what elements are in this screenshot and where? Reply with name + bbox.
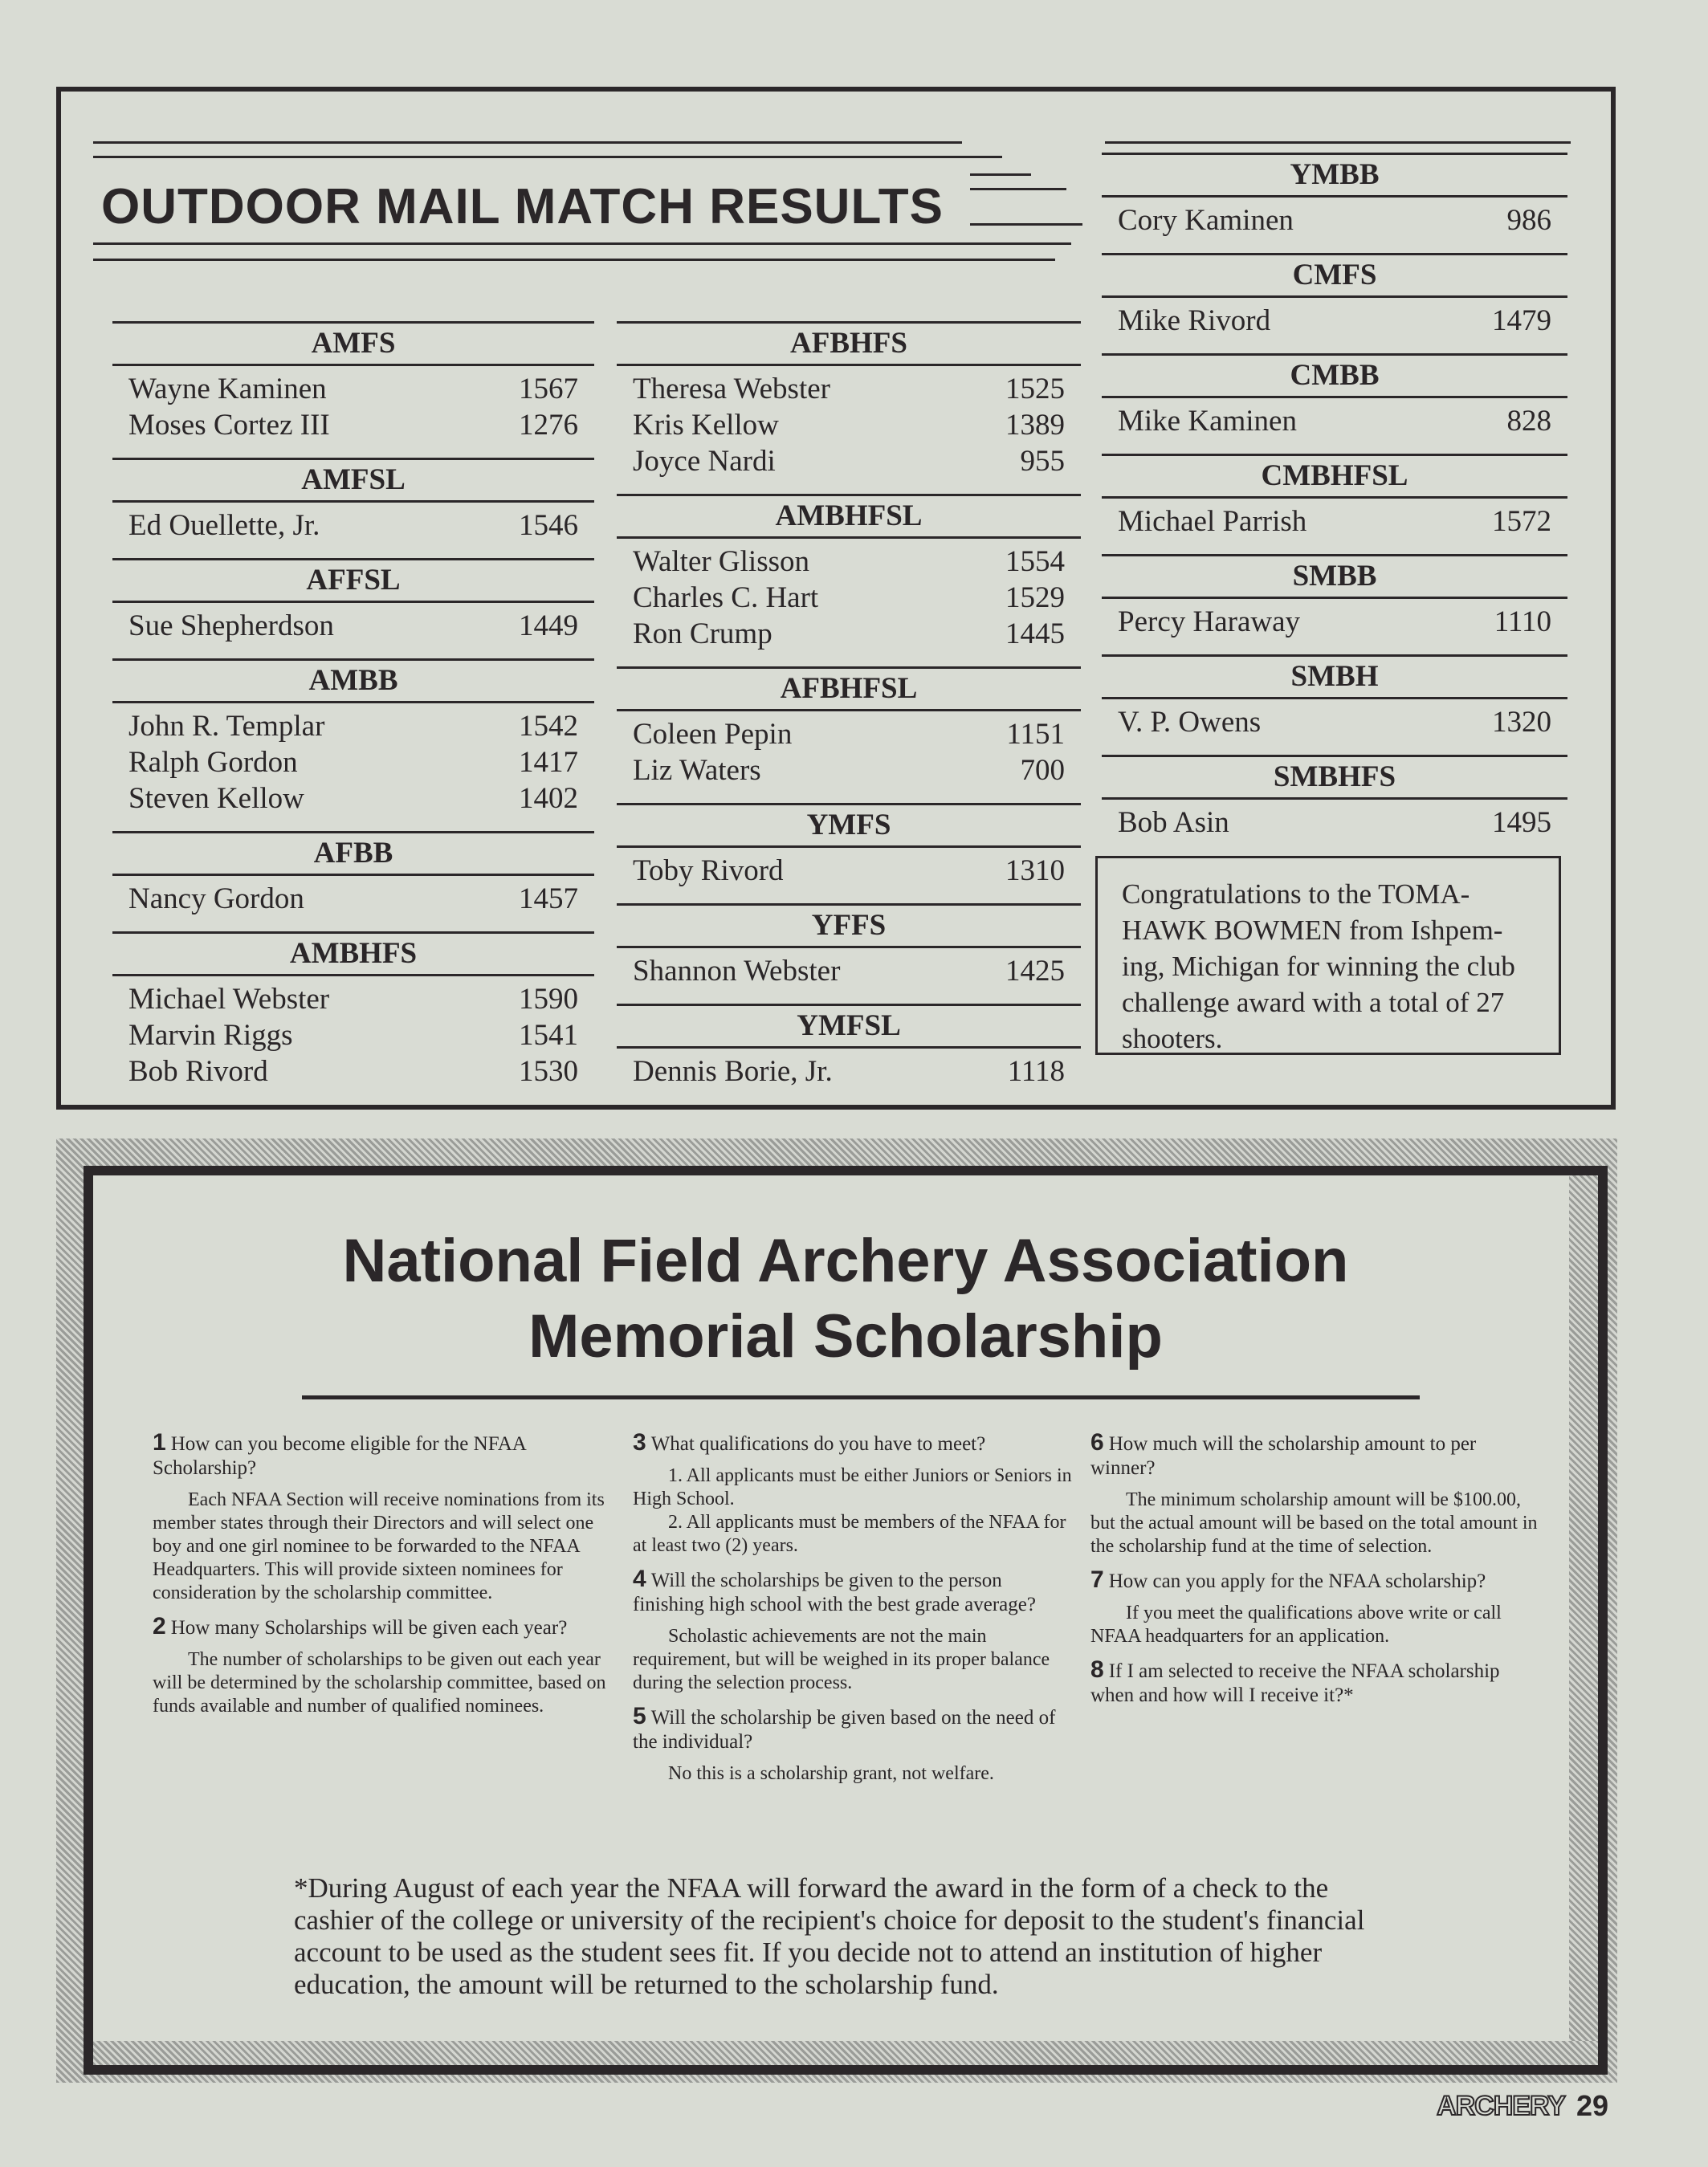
shooter-score: 1417 — [519, 746, 578, 779]
entry-row — [128, 608, 578, 644]
shooter-name: Nancy Gordon — [128, 882, 304, 915]
shooter-score: 1572 — [1492, 505, 1551, 538]
shooter-score: 1590 — [519, 983, 578, 1016]
shooter-score: 1530 — [519, 1055, 578, 1088]
entry-list — [112, 366, 594, 451]
entry-row — [1118, 303, 1551, 339]
category-heading: SMBH — [1102, 654, 1567, 699]
question-text: How can you become eligible for the NFAA Scholarship? — [153, 1433, 526, 1479]
shooter-name: Steven Kellow — [128, 782, 304, 815]
shooter-score: 1525 — [1005, 373, 1065, 405]
entry-list — [1102, 398, 1567, 447]
faq-answer: Each NFAA Section will receive nominations from its member states through their Directors and will select one boy and one girl nominee to be forwarded to the NFAA Headquarters. This will provide sixteen nominees for consideration by the scholarship committee. — [153, 1489, 605, 1603]
question-number: 6 — [1090, 1429, 1104, 1456]
faq-answer: Scholastic achievements are not the main requirement, but will be weighed in its proper balance during the selection process. — [633, 1626, 1050, 1693]
question-text: Will the scholarship be given based on the need of the individual? — [633, 1707, 1056, 1753]
scholarship-frame — [84, 1166, 1608, 2075]
entry-row — [633, 616, 1065, 652]
entry-list — [112, 603, 594, 652]
faq-question — [1090, 1568, 1540, 1594]
shooter-score: 986 — [1506, 204, 1551, 237]
shooter-score: 1495 — [1492, 806, 1551, 839]
shooter-name: Theresa Webster — [633, 373, 830, 405]
shooter-name: John R. Templar — [128, 710, 325, 743]
faq-answer: 1. All applicants must be either Juniors or Seniors in High School. — [633, 1465, 1072, 1509]
faq-column-3 — [1090, 1421, 1540, 1708]
category-heading: AMFSL — [112, 458, 594, 503]
shooter-score: 1542 — [519, 710, 578, 743]
category-heading: SMBHFS — [1102, 755, 1567, 800]
question-number: 8 — [1090, 1656, 1104, 1683]
category-heading: AFBHFS — [617, 321, 1081, 366]
results-column-2 — [617, 315, 1081, 1098]
shooter-name: Coleen Pepin — [633, 718, 793, 751]
shooter-name: Joyce Nardi — [633, 445, 776, 478]
category-heading: AMFS — [112, 321, 594, 366]
page-footer — [1437, 2089, 1608, 2123]
entry-list — [617, 539, 1081, 660]
shooter-name: Cory Kaminen — [1118, 204, 1294, 237]
scholarship-title-line2: Memorial Scholarship — [528, 1302, 1163, 1371]
shooter-name: Bob Rivord — [128, 1055, 268, 1088]
shooter-name: Charles C. Hart — [633, 581, 819, 614]
question-number: 5 — [633, 1703, 646, 1729]
entry-list — [112, 976, 594, 1098]
entry-row — [128, 744, 578, 780]
entry-row — [128, 507, 578, 544]
question-number: 3 — [633, 1429, 646, 1456]
shooter-name: Sue Shepherdson — [128, 609, 334, 642]
results-box — [56, 87, 1616, 1110]
shooter-name: Ron Crump — [633, 617, 772, 650]
shooter-score: 1546 — [519, 509, 578, 542]
results-title: OUTDOOR MAIL MATCH RESULTS — [101, 179, 944, 234]
faq-question — [153, 1431, 618, 1481]
entry-row — [128, 708, 578, 744]
faq-answer: The number of scholarships to be given out each year will be determined by the scholarship committee, based on funds available and number of qualified nominees. — [153, 1649, 606, 1717]
entry-row — [633, 544, 1065, 580]
entry-list — [112, 876, 594, 925]
entry-list — [1102, 599, 1567, 648]
shooter-name: Dennis Borie, Jr. — [633, 1055, 833, 1088]
category-heading: YMBB — [1102, 153, 1567, 198]
faq-question — [633, 1705, 1074, 1754]
faq-column-2 — [633, 1421, 1074, 1786]
entry-row — [128, 371, 578, 407]
entry-row — [1118, 202, 1551, 238]
shooter-name: Bob Asin — [1118, 806, 1229, 839]
title-rule — [302, 1395, 1420, 1399]
entry-row — [1118, 604, 1551, 640]
entry-row — [128, 1017, 578, 1053]
category-heading: CMBHFSL — [1102, 454, 1567, 499]
shooter-score: 1479 — [1492, 304, 1551, 337]
shooter-score: 1425 — [1005, 955, 1065, 988]
shooter-score: 1110 — [1494, 605, 1551, 638]
entry-list — [1102, 699, 1567, 748]
scholarship-title — [93, 1224, 1598, 1375]
faq-answer: No this is a scholarship grant, not welfare. — [668, 1763, 994, 1784]
entry-row — [633, 853, 1065, 889]
faq-question — [633, 1567, 1074, 1617]
shooter-score: 828 — [1506, 405, 1551, 438]
question-text: How can you apply for the NFAA scholarship? — [1108, 1570, 1486, 1592]
results-column-1 — [112, 315, 594, 1098]
faq-answer: The minimum scholarship amount will be $100.00, but the actual amount will be based on the total amount in the scholarship fund at the time of selection. — [1090, 1489, 1538, 1557]
question-text: How many Scholarships will be given each year? — [170, 1617, 568, 1639]
category-heading: YMFSL — [617, 1004, 1081, 1049]
shooter-score: 1541 — [519, 1019, 578, 1052]
shooter-score: 1118 — [1007, 1055, 1065, 1088]
entry-list — [617, 366, 1081, 487]
entry-row — [128, 407, 578, 443]
entry-list — [1102, 298, 1567, 347]
category-heading: YFFS — [617, 903, 1081, 948]
congrats-text: Congratulations to the TOMA-HAWK BOWMEN from Ishpem-ing, Michigan for winning the club challenge award with a total of 27 shooters. — [1122, 878, 1515, 1054]
question-number: 1 — [153, 1429, 166, 1456]
shooter-name: Michael Parrish — [1118, 505, 1307, 538]
faq-answer: If you meet the qualifications above write or call NFAA headquarters for an application. — [1090, 1603, 1502, 1647]
entry-row — [1118, 503, 1551, 540]
entry-list — [1102, 198, 1567, 246]
question-text: How much will the scholarship amount to per winner? — [1090, 1433, 1477, 1479]
category-heading: CMFS — [1102, 253, 1567, 298]
category-heading: AFFSL — [112, 558, 594, 603]
shooter-score: 1389 — [1005, 409, 1065, 442]
shooter-name: Mike Kaminen — [1118, 405, 1297, 438]
category-heading: AMBHFS — [112, 931, 594, 976]
shooter-name: Percy Haraway — [1118, 605, 1301, 638]
entry-row — [633, 752, 1065, 788]
shooter-score: 1457 — [519, 882, 578, 915]
question-text: Will the scholarships be given to the person finishing high school with the best grade average? — [633, 1570, 1036, 1615]
shooter-name: Ralph Gordon — [128, 746, 298, 779]
entry-row — [633, 580, 1065, 616]
faq-question — [1090, 1658, 1540, 1708]
shooter-name: Walter Glisson — [633, 545, 810, 578]
shooter-name: Moses Cortez III — [128, 409, 330, 442]
entry-list — [112, 503, 594, 552]
shooter-score: 1567 — [519, 373, 578, 405]
faq-question — [153, 1615, 618, 1640]
shooter-name: Mike Rivord — [1118, 304, 1271, 337]
category-heading: AFBHFSL — [617, 666, 1081, 711]
entry-row — [1118, 804, 1551, 841]
category-heading: AMBHFSL — [617, 494, 1081, 539]
shooter-score: 1529 — [1005, 581, 1065, 614]
scholarship-title-line1: National Field Archery Association — [342, 1227, 1349, 1295]
shooter-name: Shannon Webster — [633, 955, 841, 988]
congrats-box — [1095, 856, 1561, 1055]
faq-question — [1090, 1431, 1540, 1481]
category-heading: YMFS — [617, 803, 1081, 848]
shooter-name: Wayne Kaminen — [128, 373, 327, 405]
shadow-pattern-bottom — [93, 2041, 1598, 2065]
category-heading: SMBB — [1102, 554, 1567, 599]
entry-list — [1102, 499, 1567, 548]
scholarship-footnote: *During August of each year the NFAA will forward the award in the form of a check to the cashier of the college or university of the recipient's choice for deposit to the student's financial account to be used as the student sees fit. If you decide not to attend an institution of higher education, the amount will be returned to the scholarship fund. — [294, 1872, 1365, 2000]
entry-row — [1118, 704, 1551, 740]
entry-row — [633, 953, 1065, 989]
shooter-score: 1320 — [1492, 706, 1551, 739]
entry-row — [128, 780, 578, 817]
shooter-name: V. P. Owens — [1118, 706, 1262, 739]
entry-row — [128, 881, 578, 917]
entry-row — [633, 407, 1065, 443]
faq-column-1 — [153, 1421, 618, 1718]
shooter-name: Toby Rivord — [633, 854, 784, 887]
question-text: What qualifications do you have to meet? — [650, 1433, 986, 1455]
shooter-score: 700 — [1020, 754, 1065, 787]
shooter-score: 1445 — [1005, 617, 1065, 650]
archery-logo: ARCHERY — [1437, 2090, 1565, 2121]
entry-row — [128, 1053, 578, 1090]
shooter-score: 955 — [1020, 445, 1065, 478]
category-heading: AMBB — [112, 658, 594, 703]
shooter-score: 1310 — [1005, 854, 1065, 887]
shooter-score: 1554 — [1005, 545, 1065, 578]
entry-row — [633, 371, 1065, 407]
entry-row — [633, 716, 1065, 752]
shooter-score: 1402 — [519, 782, 578, 815]
entry-list — [1102, 800, 1567, 849]
entry-list — [617, 948, 1081, 997]
faq-answer: 2. All applicants must be members of the NFAA for at least two (2) years. — [633, 1512, 1066, 1556]
entry-list — [617, 711, 1081, 796]
entry-list — [112, 703, 594, 825]
shooter-name: Marvin Riggs — [128, 1019, 293, 1052]
category-heading: AFBB — [112, 831, 594, 876]
shooter-name: Ed Ouellette, Jr. — [128, 509, 320, 542]
shooter-score: 1276 — [519, 409, 578, 442]
question-number: 4 — [633, 1566, 646, 1592]
page-number: 29 — [1576, 2089, 1608, 2122]
entry-row — [633, 443, 1065, 479]
category-heading: CMBB — [1102, 353, 1567, 398]
shooter-name: Kris Kellow — [633, 409, 779, 442]
entry-list — [617, 1049, 1081, 1098]
scholarship-panel — [56, 1138, 1617, 2083]
entry-row — [128, 981, 578, 1017]
entry-row — [1118, 403, 1551, 439]
shooter-name: Michael Webster — [128, 983, 330, 1016]
question-text: If I am selected to receive the NFAA scholarship when and how will I receive it?* — [1090, 1660, 1500, 1706]
results-column-3 — [1102, 146, 1567, 849]
faq-question — [633, 1431, 1074, 1456]
question-number: 7 — [1090, 1566, 1104, 1593]
shooter-name: Liz Waters — [633, 754, 761, 787]
entry-row — [633, 1053, 1065, 1090]
entry-list — [617, 848, 1081, 897]
shooter-score: 1151 — [1006, 718, 1065, 751]
shooter-score: 1449 — [519, 609, 578, 642]
question-number: 2 — [153, 1613, 166, 1640]
